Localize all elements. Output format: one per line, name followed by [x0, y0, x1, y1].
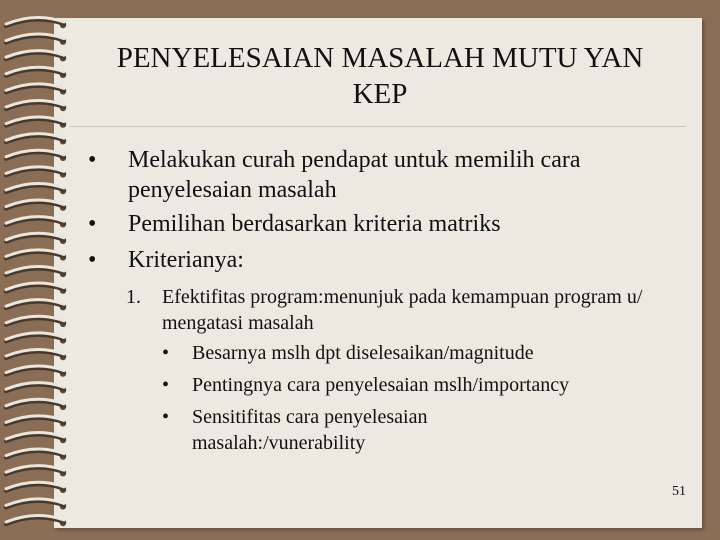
binding-ring-icon [6, 432, 66, 443]
binding-ring-icon [6, 416, 66, 427]
binding-ring-icon [6, 266, 66, 277]
binding-ring-icon [6, 117, 66, 128]
binding-ring-icon [6, 134, 66, 145]
sub-bullet-text: Sensitifitas cara penyelesaian masalah:/vunerability [192, 406, 428, 454]
sub-bullet-marker: • [162, 374, 170, 396]
bullet-text: Pemilihan berdasarkan kriteria matriks [128, 211, 501, 237]
sub-bullet-text: Besarnya mslh dpt diselesaikan/magnitude [192, 342, 534, 364]
binding-ring-icon [6, 349, 66, 360]
title-line-1: PENYELESAIAN MASALAH MUTU YAN [116, 42, 644, 74]
binding-ring-icon [6, 499, 66, 510]
binding-ring-icon [6, 167, 66, 178]
bullet-marker: • [88, 211, 97, 237]
title-line-2: KEP [352, 78, 408, 110]
binding-ring-icon [6, 250, 66, 261]
binding-ring-icon [6, 67, 66, 78]
binding-ring-icon [6, 482, 66, 493]
sub-bullet-marker: • [162, 406, 170, 428]
binding-ring-icon [6, 34, 66, 45]
binding-ring-icon [6, 316, 66, 327]
binding-ring-icon [6, 183, 66, 194]
binding-ring-icon [6, 333, 66, 344]
numbered-marker: 1. [126, 286, 141, 308]
binding-ring-icon [6, 283, 66, 294]
page-number: 51 [672, 484, 686, 499]
binding-ring-icon [6, 217, 66, 228]
binding-ring-icon [6, 466, 66, 477]
numbered-text: Efektifitas program:menunjuk pada kemampuan program u/ mengatasi masalah [162, 286, 643, 334]
bullet-marker: • [88, 147, 97, 173]
spiral-binding-icon [0, 0, 80, 540]
binding-ring-icon [6, 449, 66, 460]
binding-ring-icon [6, 300, 66, 311]
binding-ring-icon [6, 150, 66, 161]
binding-ring-icon [6, 366, 66, 377]
binding-ring-icon [6, 515, 66, 526]
binding-ring-icon [6, 51, 66, 62]
binding-ring-icon [6, 383, 66, 394]
bullet-text: Kriterianya: [128, 247, 244, 273]
bullet-text: Melakukan curah pendapat untuk memilih cara penyelesaian masalah [128, 147, 581, 203]
sub-bullet-text: Pentingnya cara penyelesaian mslh/importancy [192, 374, 570, 396]
bullet-marker: • [88, 247, 97, 273]
binding-ring-icon [6, 200, 66, 211]
title-divider [70, 126, 686, 127]
binding-ring-icon [6, 84, 66, 95]
binding-ring-icon [6, 17, 66, 28]
binding-ring-icon [6, 399, 66, 410]
sub-bullet-marker: • [162, 342, 170, 364]
binding-ring-icon [6, 100, 66, 111]
slide-title [70, 40, 690, 112]
binding-ring-icon [6, 233, 66, 244]
